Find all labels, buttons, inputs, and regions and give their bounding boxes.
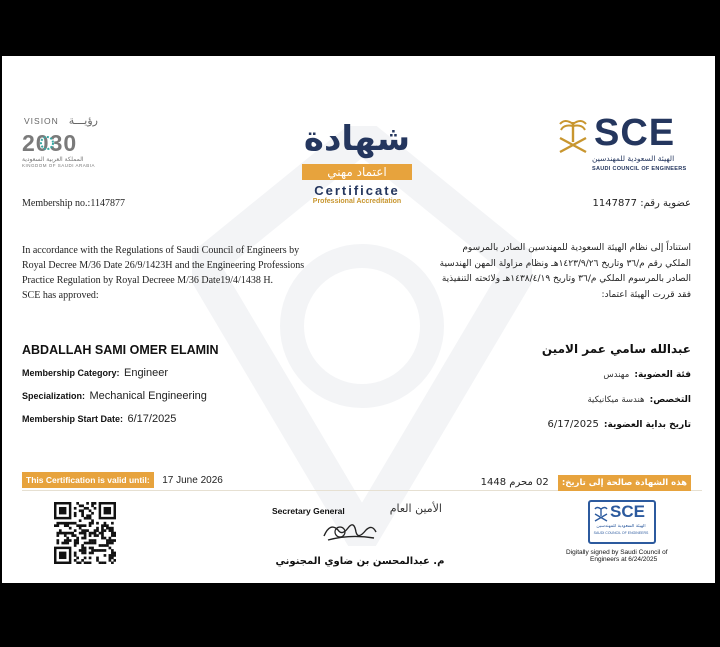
validity-date-ar: 02 محرم 1448 [480, 477, 549, 488]
stamp-name-ar: الهيئة السعودية للمهندسين [596, 524, 646, 529]
person-name-ar: عبدالله سامي عمر الامين [541, 342, 691, 356]
stamp-caption-line2: Engineers at 6/24/2025 [590, 556, 658, 563]
spec-label-en: Specialization: [22, 391, 86, 401]
vision-kingdom-en: KINGDOM OF SAUDI ARABIA [22, 163, 96, 168]
membership-number-en [22, 198, 125, 209]
stamp-caption-line1: Digitally signed by Saudi Council of [566, 549, 668, 556]
spec-value-ar: هندسة ميكانيكية [587, 395, 645, 405]
certificate-title [282, 118, 432, 238]
intro-ar-line: الصادر بالمرسوم الملكي م/٣٦ وتاريخ ١٤٣٨/٤/١٩هـ ولائحته التنفيذية [441, 274, 691, 284]
person-details-en [22, 343, 342, 427]
validity-label-en: This Certification is valid until: [22, 472, 154, 488]
intro-ar-line: الملكي رقم م/٣٦ وتاريخ ١٤٢٣/٩/٢٦هـ ونظام مزاولة المهن الهندسية [439, 258, 691, 269]
stamp-box [588, 500, 656, 544]
spec-value-en: Mechanical Engineering [89, 390, 207, 402]
sce-name-en: SAUDI COUNCIL OF ENGINEERS [592, 166, 687, 172]
category-label-ar: فئة العضوية: [634, 370, 691, 380]
sce-name-ar: الهيئة السعودية للمهندسين [592, 154, 675, 163]
validity-date-en: 17 June 2026 [162, 475, 223, 486]
title-english-sub: Professional Accreditation [312, 198, 402, 205]
palm-swords-icon [556, 116, 590, 156]
membership-label-en: Membership no.: [22, 198, 91, 209]
vision-year: 2030 [22, 130, 78, 156]
intro-ar-line: فقد قررت الهيئة اعتماد: [601, 289, 691, 300]
qr-code[interactable] [54, 502, 116, 564]
signature-name-ar: م. عبدالمحسن بن ضاوي المجنوني [275, 556, 445, 567]
intro-en-line: Royal Decree M/36 Date 26/9/1423H and the Engineering Professions [22, 260, 305, 271]
vision-2030-logo [22, 116, 102, 176]
title-english: Certificate [314, 183, 400, 198]
membership-number-ar [593, 198, 692, 209]
sce-letters: SCE [594, 112, 676, 154]
stamp-letters: SCE [610, 502, 645, 521]
intro-en-line: Practice Regulation by Royal Decreee M/36 Date19/4/1438 H. [22, 275, 274, 286]
title-arabic-sub: اعتماد مهني [302, 164, 412, 180]
stamp-palm-icon [594, 505, 608, 523]
category-value-en: Engineer [123, 367, 169, 379]
stamp-name-en: SAUDI COUNCIL OF ENGINEERS [593, 531, 649, 535]
intro-arabic [371, 241, 691, 303]
intro-en-line: In accordance with the Regulations of Saudi Council of Engineers by [22, 245, 300, 256]
person-details-ar [391, 342, 691, 431]
membership-value-en: 1147877 [90, 198, 125, 209]
handwritten-signature [320, 516, 380, 546]
start-label-ar: تاريخ بداية العضوية: [603, 420, 691, 430]
vision-text: VISION [24, 116, 59, 126]
start-value-ar: 6/17/2025 [547, 419, 599, 430]
sce-logo [552, 114, 692, 178]
digital-stamp [566, 500, 696, 580]
vision-emblem-icon [39, 135, 55, 151]
category-label-en: Membership Category: [22, 368, 120, 378]
membership-value-ar: 1147877 [592, 198, 638, 209]
person-name-en: ABDALLAH SAMI OMER ELAMIN [22, 343, 219, 357]
validity-ar [481, 470, 691, 489]
start-value-en: 6/17/2025 [127, 413, 177, 425]
membership-label-ar: عضوية رقم: [640, 198, 691, 209]
intro-ar-line: استناداً إلى نظام الهيئة السعودية للمهندسين الصادر بالمرسوم [462, 243, 691, 253]
intro-en-line: SCE has approved: [22, 290, 99, 301]
validity-label-ar: هذه الشهادة صالحة إلى تاريخ: [558, 475, 691, 491]
vision-kingdom-ar: المملكة العربية السعودية [22, 156, 84, 163]
spec-label-ar: التخصص: [649, 395, 691, 405]
start-label-en: Membership Start Date: [22, 414, 124, 424]
signature-block [270, 502, 450, 577]
category-value-ar: مهندس [603, 370, 630, 380]
title-arabic: شهادة [303, 119, 411, 159]
intro-english [22, 243, 342, 303]
vision-arabic: رؤيـــة [68, 114, 98, 127]
signature-title-ar: الأمين العام [389, 502, 442, 515]
signature-title-en: Secretary General [272, 506, 345, 516]
certificate-page [2, 56, 715, 583]
